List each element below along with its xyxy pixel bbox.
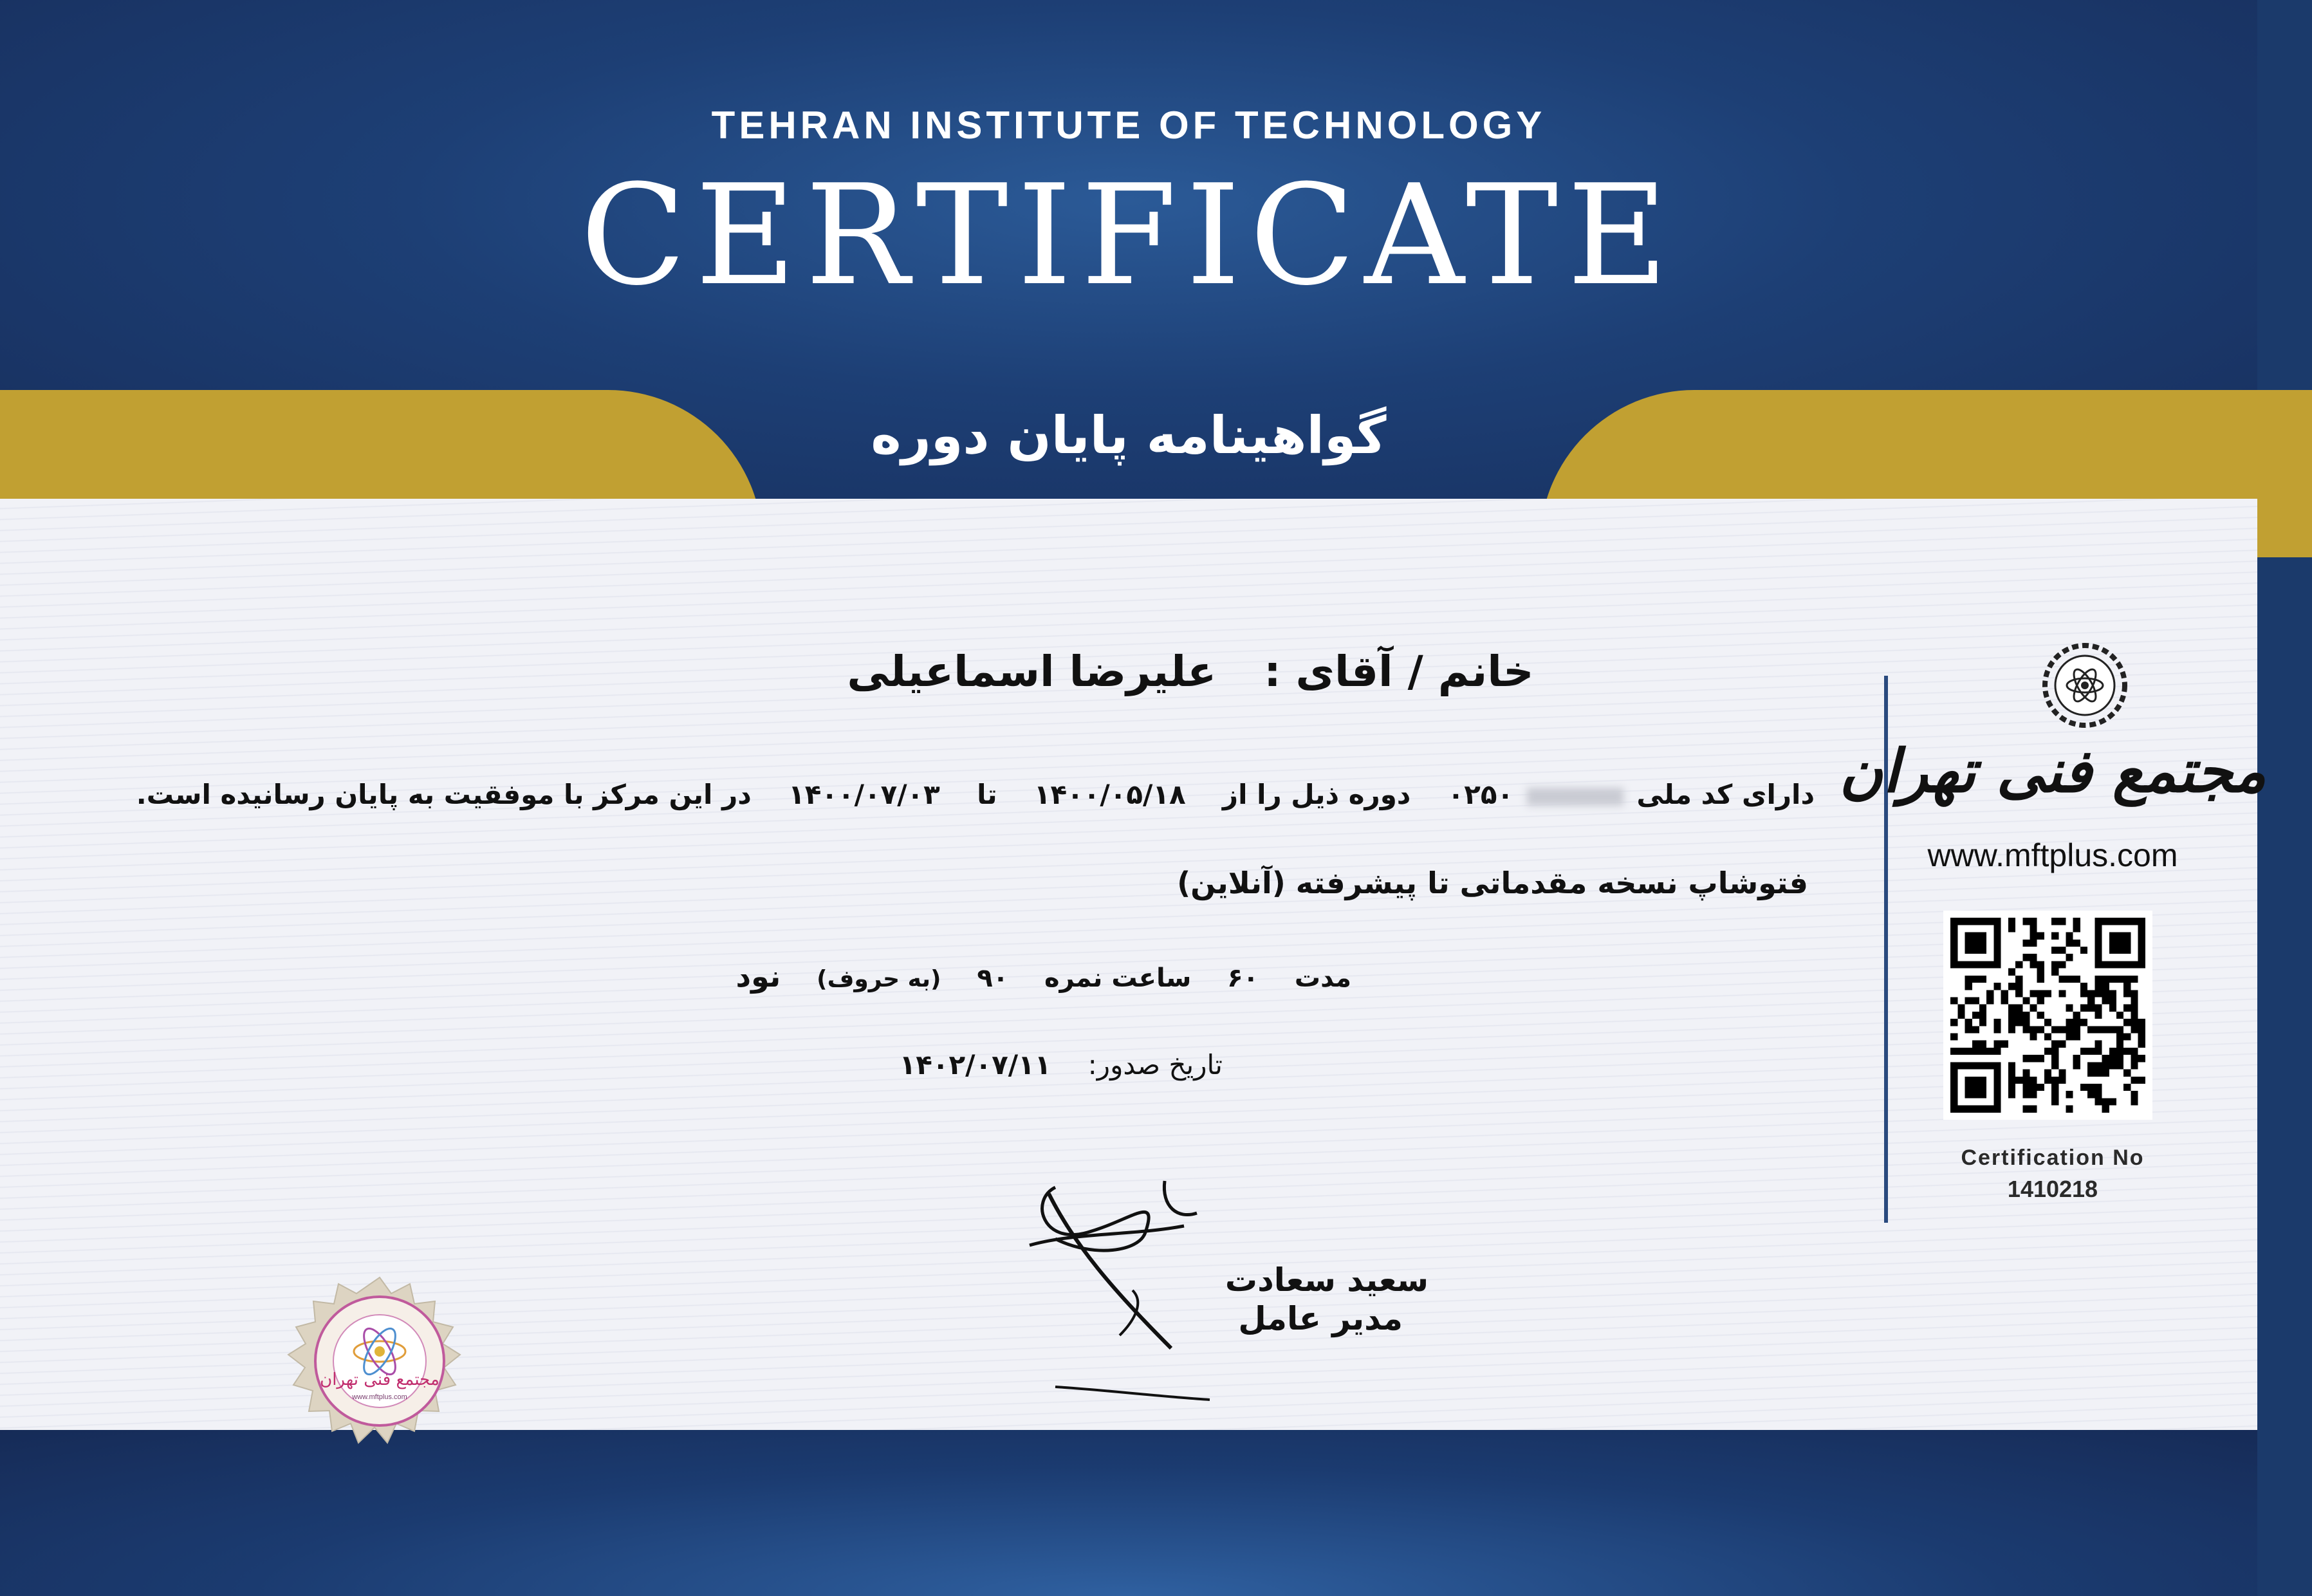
logo-wordmark: مجتمع فنی تهران [1839,736,2266,806]
signatory-role: مدیر عامل [1238,1300,1403,1337]
hours-label: ساعت [1111,963,1192,993]
recipient-name: علیرضا اسماعیلی [847,647,1217,696]
website-url[interactable]: www.mftplus.com [1927,837,2178,873]
recipient-line [837,647,1544,696]
footer-band [0,1430,2257,1596]
salutation: خانم / آقای : [1264,647,1534,696]
duration-label: مدت [1294,963,1351,993]
grade-label: نمره [1044,963,1103,993]
duration-grade-line [643,959,1351,994]
in-words-label: (به حروف) [817,966,941,992]
course-name: فتوشاپ نسخه مقدماتی تا پیشرفته (آنلاین) [1177,866,1808,900]
qr-code[interactable] [1943,911,2152,1120]
certificate-subtitle: گواهینامه پایان دوره [871,405,1387,465]
signatory-name: سعید سعادت [1225,1261,1429,1299]
completion-statement [136,779,1815,810]
to-word: تا [977,779,997,810]
institute-seal [283,1274,476,1448]
issue-date: ۱۴۰۲/۰۷/۱۱ [899,1049,1051,1081]
start-date: ۱۴۰۰/۰۵/۱۸ [1033,779,1186,810]
institute-name: TEHRAN INSTITUTE OF TECHNOLOGY [711,104,1546,147]
issue-date-line [643,1049,1223,1081]
issue-label: تاریخ صدور: [1087,1049,1223,1081]
grade-value: ۹۰ [977,963,1009,993]
redacted-national-id [1527,788,1623,806]
grade-words: نود [735,959,781,994]
national-id-label: دارای کد ملی [1636,779,1815,810]
seal-website: www.mftplus.com [352,1393,407,1401]
seal-logo-text: مجتمع فنی تهران [320,1370,439,1389]
national-id-visible: ۰۲۵۰ [1447,779,1514,810]
certification-number-label: Certification No [1961,1146,2145,1170]
certification-number: 1410218 [2007,1176,2098,1202]
certificate-title: CERTIFICATE [580,154,1678,316]
course-prefix: دوره ذیل را از [1222,779,1411,810]
duration-value: ۶۰ [1227,963,1259,993]
completion-text: در این مرکز با موفقیت به پایان رسانیده است. [136,779,752,810]
end-date: ۱۴۰۰/۰۷/۰۳ [788,779,940,810]
